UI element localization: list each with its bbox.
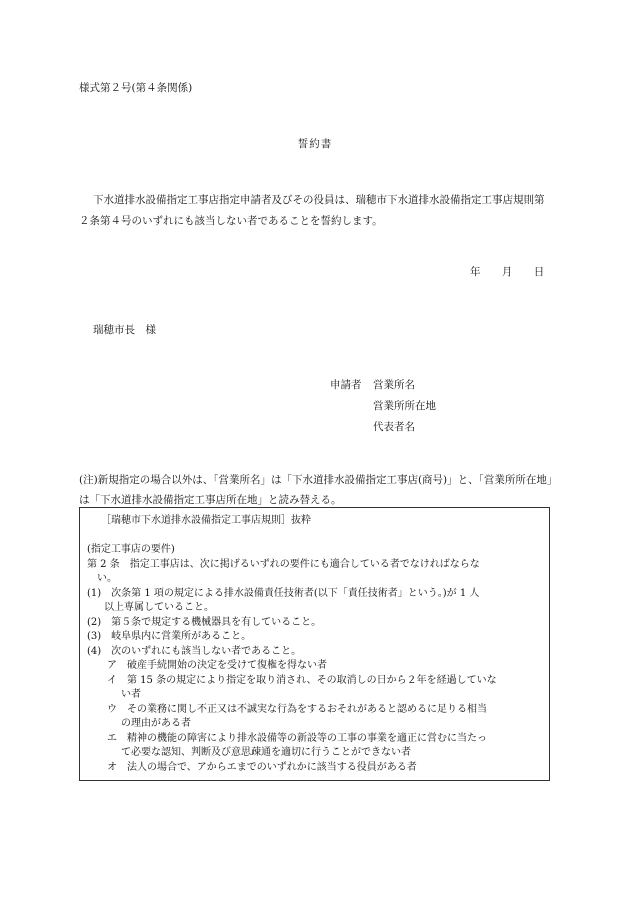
document-title: 誓約書 xyxy=(297,138,333,150)
business-office-address-label: 営業所所在地 xyxy=(373,400,436,412)
article-2-line2: い。 xyxy=(97,573,117,584)
date-month: 月 xyxy=(501,266,513,278)
pledge-statement: 下水道排水設備指定工事店指定申請者及びその役員は、瑞穂市下水道排水設備指定工事店規則第２条第４号のいずれにも該当しない者であることを誓約します。 xyxy=(79,194,545,227)
addressee: 瑞穂市長 様 xyxy=(93,324,156,336)
sub-item-u-line2: の理由がある者 xyxy=(121,718,191,729)
regulation-excerpt-box xyxy=(79,507,550,781)
section-title: (指定工事店の要件) xyxy=(87,544,175,555)
form-number: 様式第２号(第４条関係) xyxy=(79,82,193,94)
representative-name-label: 代表者名 xyxy=(373,421,415,433)
sub-item-i-line1: イ 第 15 条の規定により指定を取り消され、その取消しの日から２年を経過していな xyxy=(107,675,497,686)
item-3: (3) 岐阜県内に営業所があること。 xyxy=(87,631,252,642)
applicant-label: 申請者 xyxy=(330,379,362,391)
item-1-line2: 以上専属していること。 xyxy=(104,602,214,613)
date-year: 年 xyxy=(470,266,481,278)
business-office-name-label: 営業所名 xyxy=(373,379,415,391)
item-1-line1: (1) 次条第 1 項の規定による排水設備責任技術者(以下「責任技術者」という。)が 1 人 xyxy=(87,588,480,599)
sub-item-a: ア 破産手続開始の決定を受けて復権を得ない者 xyxy=(107,660,327,671)
date-line xyxy=(470,264,544,279)
article-2-line1: 第 2 条 指定工事店は、次に掲げるいずれの要件にも適合している者でなければならな xyxy=(87,559,480,570)
sub-item-e-line1: エ 精神の機能の障害により排水設備等の新設等の工事の事業を適正に営むに当たっ xyxy=(107,733,487,744)
sub-item-u-line1: ウ その業務に関し不正又は不誠実な行為をするおそれがあると認めるに足りる相当 xyxy=(107,704,487,715)
sub-item-o: オ 法人の場合で、アからエまでのいずれかに該当する役員がある者 xyxy=(107,762,417,773)
item-4: (4) 次のいずれにも該当しない者であること。 xyxy=(87,646,302,657)
excerpt-heading: ［瑞穂市下水道排水設備指定工事店規則］抜粋 xyxy=(101,515,311,526)
sub-item-e-line2: て必要な認知、判断及び意思疎通を適切に行うことができない者 xyxy=(121,747,411,758)
date-day: 日 xyxy=(533,266,545,278)
note: (注)新規指定の場合以外は、「営業所名」は「下水道排水設備指定工事店(商号)」と、「営業所所在地」は「下水道排水設備指定工事店所在地」と読み替える。 xyxy=(79,474,553,506)
item-2: (2) 第５条で規定する機械器具を有していること。 xyxy=(87,617,322,628)
sub-item-i-line2: い者 xyxy=(121,689,141,700)
